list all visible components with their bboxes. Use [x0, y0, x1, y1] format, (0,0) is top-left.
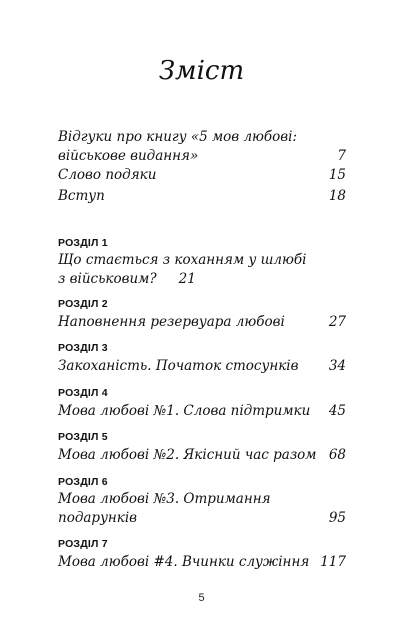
toc-entry-chapter-5[interactable]	[58, 446, 346, 465]
page-number: 5	[198, 592, 205, 604]
chapter-label: РОЗДІЛ 3	[58, 342, 108, 354]
page-title: Зміст	[158, 56, 245, 86]
toc-entry-chapter-2[interactable]	[58, 313, 346, 332]
toc-entry-page: 95	[328, 510, 346, 526]
chapter-label: РОЗДІЛ 5	[58, 431, 108, 443]
toc-entry-page: 68	[328, 447, 346, 463]
toc-entry-text-line1: Мова любові №3. Отримання	[58, 491, 271, 507]
toc-entry-text-line1: Відгуки про книгу «5 мов любові:	[58, 129, 298, 145]
chapter-label: РОЗДІЛ 4	[58, 387, 108, 399]
toc-entry-chapter-7[interactable]	[58, 553, 346, 572]
toc-entry-chapter-4[interactable]	[58, 402, 346, 421]
toc-entry-text-line2: з військовим?	[58, 271, 157, 287]
toc-entry-page: 27	[328, 314, 346, 330]
toc-entry-text: Наповнення резервуара любові	[58, 314, 285, 330]
toc-entry-chapter-3[interactable]	[58, 357, 346, 376]
toc-entry-text: Закоханість. Початок стосунків	[58, 358, 299, 374]
toc-entry-page: 18	[328, 188, 346, 204]
toc-entry-introduction[interactable]	[58, 187, 346, 206]
toc-entry-text: Мова любові №2. Якісний час разом	[58, 447, 317, 463]
toc-entry-page: 7	[337, 148, 346, 164]
toc-entry-text-line2: подарунків	[58, 510, 138, 526]
toc-entry-page: 45	[328, 403, 346, 419]
chapter-label: РОЗДІЛ 7	[58, 538, 108, 550]
toc-entry-acknowledgments[interactable]	[58, 166, 346, 185]
toc-entry-text-line2: військове видання»	[58, 148, 199, 164]
chapter-label: РОЗДІЛ 2	[58, 298, 108, 310]
toc-entry-text: Мова любові #4. Вчинки служіння	[58, 554, 310, 570]
toc-entry-chapter-1[interactable]	[58, 251, 346, 289]
toc-entry-text: Слово подяки	[58, 167, 157, 183]
chapter-label: РОЗДІЛ 1	[58, 237, 108, 249]
toc-entry-page: 117	[320, 554, 346, 570]
toc-entry-chapter-6[interactable]	[58, 490, 346, 528]
toc-entry-text-line1: Що стається з коханням у шлюбі	[58, 252, 307, 268]
toc-entry-text: Мова любові №1. Слова підтримки	[58, 403, 311, 419]
toc-entry-text: Вступ	[58, 188, 105, 204]
toc-entry-page: 21	[178, 271, 196, 287]
toc-entry-page: 34	[328, 358, 346, 374]
toc-entry-page: 15	[328, 167, 346, 183]
toc-entry-reviews[interactable]	[58, 128, 346, 166]
chapter-label: РОЗДІЛ 6	[58, 476, 108, 488]
